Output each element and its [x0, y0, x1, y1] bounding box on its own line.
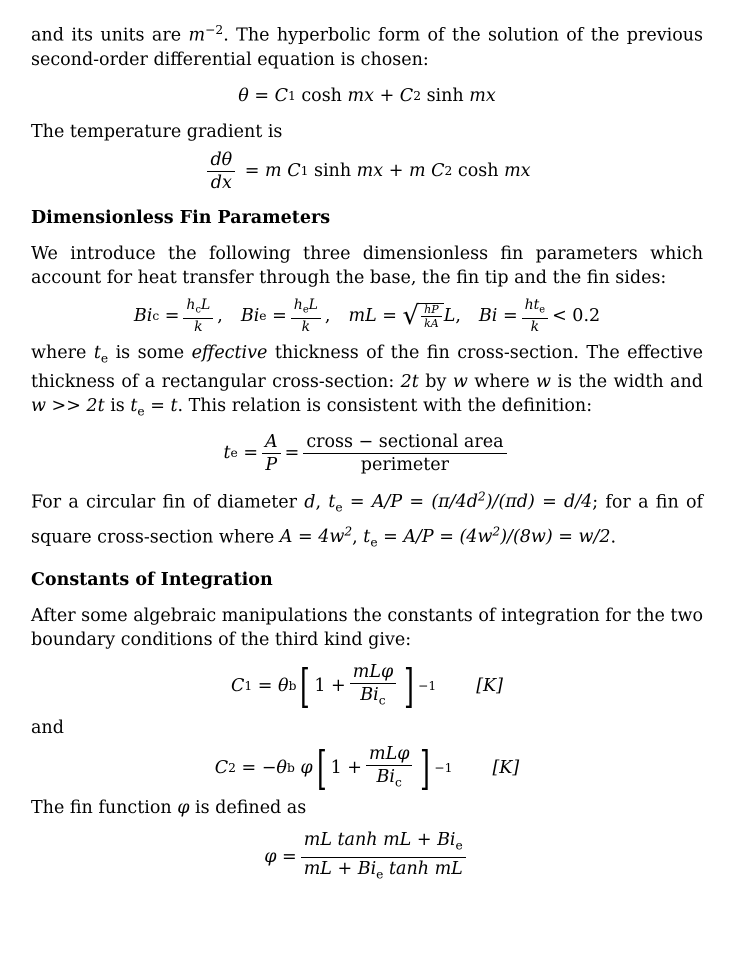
- numerator: hP: [421, 304, 442, 317]
- subscript: e: [302, 304, 309, 316]
- text: . The hyperbolic form of the solution of the previous second-order differential equation is chosen:: [31, 25, 703, 70]
- superscript: 2: [477, 489, 486, 504]
- subscript: e: [370, 535, 378, 550]
- text: .: [610, 527, 617, 548]
- math-var: −θ: [261, 758, 287, 779]
- right-bracket: ]: [404, 658, 415, 713]
- math-var: C: [274, 85, 288, 106]
- math-var: m: [265, 161, 282, 182]
- subscript: 1: [300, 164, 309, 179]
- paragraph-circular-fin: For a circular fin of diameter d, $t_e = A/P = (\pi/4d^2)/(\pi d) = d/4$; for a fin of square cross-section where $A = 4w^2$, $t_e = A/P = (4w^2)/(8w) = w/2$.: [31, 489, 703, 550]
- fraction: [522, 298, 548, 335]
- math-var: Bi: [240, 306, 260, 327]
- equation-c1: C 1 = θ b [ 1 + $\frac{\text{mLφ}}{Bi_c}$ ] −1 [K]: [231, 658, 503, 713]
- subscript: e: [100, 351, 109, 366]
- subscript: e: [455, 838, 463, 853]
- subscript: c: [378, 693, 386, 708]
- subscript: e: [335, 500, 343, 515]
- paragraph-effective-thickness: [31, 341, 703, 424]
- math-var: 2t: [400, 372, 419, 393]
- text: and its units are: [31, 25, 182, 46]
- math-text: )/(8w) = w/2: [500, 527, 611, 548]
- fraction: [350, 662, 396, 710]
- subscript: 2: [228, 761, 236, 776]
- math-var: C: [214, 758, 229, 779]
- math-var: θ: [238, 85, 249, 106]
- subscript: e: [137, 404, 145, 419]
- subscript: 2: [413, 88, 421, 103]
- math-var: C: [399, 85, 414, 106]
- denominator: k: [301, 319, 311, 336]
- math-text: A = 4w: [279, 527, 345, 548]
- math-text: tanh mL: [389, 858, 463, 879]
- math-var: h: [293, 296, 303, 313]
- numerator: dθ: [207, 150, 235, 172]
- subscript: e: [376, 866, 384, 881]
- math-func: sinh: [313, 161, 352, 182]
- math-var: [363, 524, 611, 550]
- math-text: = A/P = (4w: [383, 527, 493, 548]
- subscript: e: [259, 309, 267, 324]
- math-var: L: [200, 296, 211, 313]
- math-var: θ: [278, 675, 289, 696]
- numerator: mLφ: [350, 662, 396, 684]
- subscript: e: [539, 304, 546, 316]
- fraction: [303, 432, 506, 475]
- section-heading-dimensionless: Dimensionless Fin Parameters: [31, 207, 331, 228]
- emphasis: effective: [191, 343, 268, 364]
- section-heading-constants: Constants of Integration: [31, 569, 273, 590]
- fraction: [421, 304, 442, 329]
- math-var: C: [231, 675, 245, 696]
- math-var: d: [304, 492, 316, 513]
- equation-gradient: $\frac{d\theta}{dx}$ = m C 1 sinh mx + m C 2 cosh mx: [31, 150, 703, 193]
- unit-label: [K]: [476, 675, 503, 696]
- math-var: mx: [356, 161, 384, 182]
- equation-theta: θ = C 1 cosh mx + C 2 sinh mx: [238, 85, 496, 106]
- superscript: 2: [344, 524, 353, 539]
- math-var: φ: [177, 798, 190, 819]
- denominator: k: [194, 319, 203, 336]
- subscript: c: [395, 775, 402, 790]
- math-var: ht: [524, 296, 540, 313]
- math-func: sinh: [426, 85, 464, 106]
- right-bracket: ]: [420, 741, 431, 796]
- subscript: e: [230, 446, 238, 461]
- fraction: [291, 298, 321, 335]
- math-text: = A/P = (π/4d: [349, 492, 478, 513]
- math-var: t: [223, 443, 231, 464]
- math-var: L: [443, 306, 456, 327]
- numerator: cross − sectional area: [303, 432, 506, 454]
- fraction: [262, 432, 281, 475]
- subscript: 1: [287, 88, 296, 103]
- equation-biot-numbers: Bi c = $\frac{h_cL}{k}$ , Bi e = $\frac{h_eL}{k}$ , mL = √ $\frac{hP}{kA}$ L , Bi = $\frac{ht_e}{k}$ < 0.2: [133, 296, 601, 336]
- numerator: [301, 830, 466, 857]
- paragraph-fin-function: [31, 796, 703, 820]
- text: is the width and: [557, 372, 703, 393]
- subscript: 2: [444, 164, 453, 179]
- math-var: h: [186, 296, 196, 313]
- paragraph-units: [31, 18, 703, 72]
- math-var: Bi: [478, 306, 498, 327]
- square-root: √ $\frac{hP}{kA}$: [403, 303, 444, 329]
- text: where: [31, 343, 87, 364]
- math-var: L: [308, 296, 318, 313]
- numerator: mLφ: [366, 744, 412, 766]
- math-var: Bi: [376, 767, 396, 788]
- math-var: Bi: [360, 684, 379, 705]
- superscript: −1: [434, 761, 453, 776]
- math-var: t: [93, 343, 101, 364]
- superscript: 2: [492, 524, 501, 539]
- subscript: b: [288, 678, 297, 693]
- numerator: A: [262, 432, 281, 454]
- math-text: mL + Bi: [303, 858, 377, 879]
- math-var: C: [431, 161, 445, 182]
- math-var: = t: [150, 396, 178, 417]
- numerator: [183, 298, 213, 319]
- text: . This relation is consistent with the definition:: [177, 396, 593, 417]
- math-var: w: [452, 372, 468, 393]
- math-func: cosh: [301, 85, 342, 106]
- text: The fin function: [31, 798, 172, 819]
- math-var: t: [363, 527, 371, 548]
- math-text: 1 +: [314, 675, 346, 696]
- math-var: [279, 524, 353, 548]
- math-var: mx: [504, 161, 531, 182]
- text: For a circular fin of diameter: [31, 492, 297, 513]
- text: thickness of the fin cross-section. The effective thickness of a rectangular cross-section:: [31, 343, 703, 393]
- math-func: cosh: [457, 161, 499, 182]
- equation-phi: φ = $\frac{mL \tanh mL + Bi_e}{mL + Bi_e \tanh mL}$: [31, 830, 703, 884]
- text: where: [474, 372, 530, 393]
- denominator: kA: [424, 317, 439, 331]
- math-text: 1 +: [330, 758, 362, 779]
- math-var: t: [328, 492, 336, 513]
- fraction: [207, 150, 235, 193]
- subscript: c: [195, 304, 201, 316]
- equation-c2: C 2 = −θ b φ [ 1 + $\frac{\text{mLφ}}{Bi_c}$ ] −1 [K]: [214, 741, 520, 796]
- paragraph-and: and: [31, 718, 64, 739]
- text: is some: [115, 343, 185, 364]
- fraction: [366, 744, 412, 792]
- subscript: c: [152, 309, 160, 324]
- text: by: [425, 372, 447, 393]
- paragraph-introduce: We introduce the following three dimensionless fin parameters which account for heat transfer through the base, the fin tip and the fin sides:: [31, 243, 703, 288]
- fraction: [301, 830, 466, 884]
- math-text: < 0.2: [552, 306, 601, 327]
- math-var: mx: [469, 85, 496, 106]
- math-var: m: [188, 25, 206, 46]
- numerator: [291, 298, 321, 319]
- superscript: −1: [418, 678, 437, 693]
- text: is defined as: [195, 798, 307, 819]
- subscript: b: [286, 761, 295, 776]
- math-var: φ: [264, 847, 277, 868]
- denominator: [374, 766, 405, 792]
- left-bracket: [: [300, 658, 311, 713]
- unit-label: [K]: [492, 758, 520, 779]
- denominator: [301, 858, 466, 884]
- text: ; for a fin of square cross-section where: [31, 492, 703, 548]
- math-text: mL tanh mL + Bi: [303, 830, 456, 851]
- subscript: 1: [244, 678, 253, 693]
- math-var: [328, 489, 593, 515]
- text: is: [110, 396, 125, 417]
- superscript: −2: [205, 23, 224, 37]
- math-var: w >> 2t: [31, 396, 105, 417]
- denominator: dx: [210, 172, 232, 193]
- denominator: perimeter: [360, 454, 450, 475]
- math-var: Bi: [133, 306, 153, 327]
- math-var: w: [536, 372, 551, 393]
- denominator: P: [265, 454, 278, 475]
- math-text: )/(πd) = d/4: [485, 492, 593, 513]
- math-var: mx: [347, 85, 374, 106]
- denominator: k: [530, 319, 540, 336]
- math-var: φ: [300, 758, 313, 779]
- math-var: m: [408, 161, 426, 182]
- page: [31, 18, 703, 893]
- fraction: [183, 298, 213, 335]
- math-var: C: [287, 161, 301, 182]
- paragraph-gradient: The temperature gradient is: [31, 121, 283, 142]
- denominator: [357, 684, 388, 710]
- numerator: [522, 298, 548, 319]
- math-var: mL: [348, 306, 377, 327]
- math-var: t: [130, 396, 138, 417]
- paragraph-algebraic: After some algebraic manipulations the constants of integration for the two boundary conditions of the third kind give:: [31, 605, 703, 650]
- equation-te: t e = $\frac{A}{P}$ = $\frac{\text{cross − sectional area}}{\text{perimeter}}$: [31, 432, 703, 475]
- left-bracket: [: [316, 741, 327, 796]
